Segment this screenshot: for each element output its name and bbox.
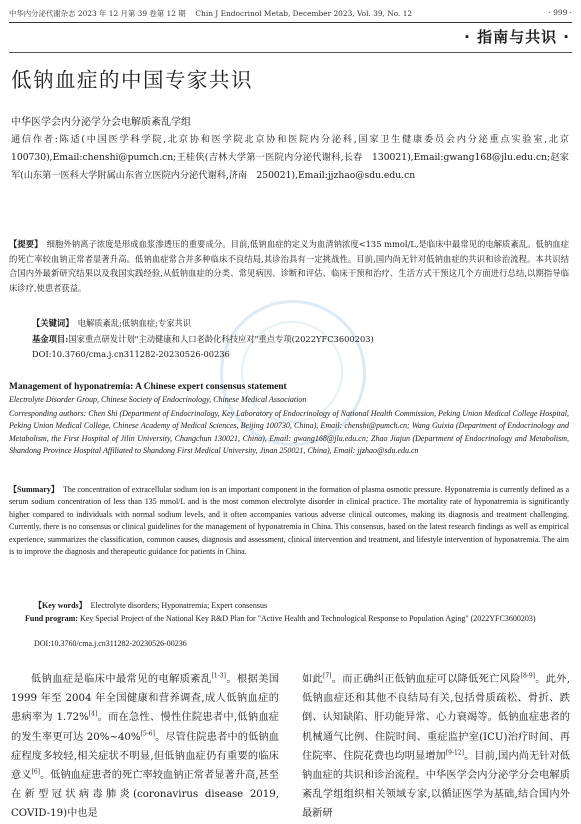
article-title: 低钠血症的中国专家共识 bbox=[11, 68, 253, 92]
citation-ref[interactable]: [5-6] bbox=[140, 730, 155, 738]
body-column-left bbox=[11, 670, 279, 824]
body-text: 。此外,低钠血症还和其他不良结局有关,包括骨质疏松、骨折、跌倒、认知缺陷、肝功能异常、心力衰竭等。低钠血症患者的机械通气比例、住院时间、重症监护室(ICU)治疗时间、再住院率、住院花费也均明显增加 bbox=[302, 674, 571, 762]
fund-cn-text: 国家重点研发计划"主动健康和人口老龄化科技应对"重点专项(2022YFC3600203) bbox=[68, 334, 374, 344]
english-fund bbox=[9, 613, 569, 625]
english-correspondence: Corresponding authors: Chen Shi (Department of Endocrinology, Key Laboratory of Endocrinology of National Health Commission, Peking Union Medical College Hospital, Peking Union Medical College, Chinese Academy of Medical Sciences, Beijing 100730, China), Email: chenshi@pumch.cn; Wang Guixia (Department of Endocrinology and Metabolism, the First Hospital of Jilin University, Changchun 130021, China), Email: gwang168@jlu.edu.cn; Zhao Jiajun (Department of Endocrinology and Metabolism, Shandong Province Hospital Affiliated to Shandong First Medical University, Jinan 250021, China), Email: jjzhao@sdu.edu.cn bbox=[9, 409, 569, 456]
citation-ref[interactable]: [7] bbox=[322, 672, 332, 680]
keywords-cn-text: 电解质紊乱;低钠血症;专家共识 bbox=[77, 318, 192, 328]
correspondence-cn: 通信作者:陈适(中国医学科学院,北京协和医学院北京协和医院内分泌科,国家卫生健康委员会内分泌重点实验室,北京 100730),Email:chenshi@pumch.cn;王桂侠(吉林大学第一医院内分泌代谢科,长春 130021),Email:gwang168@jlu.edu.cn;赵家军(山东第一医科大学附属山东省立医院内分泌代谢科,济南 250021),Email:jjzhao@sdu.edu.cn bbox=[11, 134, 579, 181]
citation-ref[interactable]: [4] bbox=[88, 711, 98, 719]
body-text: 。目前,国内尚无针对低钠血症的共识和诊治流程。中华医学会内分泌学分会电解质紊乱学组组织相关领域专家,以循证医学为基础,结合国内外最新研 bbox=[302, 750, 570, 820]
body-text: 。低钠血症患者的死亡率较血钠正常者显著升高,甚至在新型冠状病毒肺炎(coronavirus disease 2019, COVID-19)中也是 bbox=[11, 770, 279, 820]
abstract-cn-label: 【提要】 bbox=[9, 239, 39, 249]
citation-ref[interactable]: [9-12] bbox=[445, 749, 464, 757]
body-text: 。而正确纠正低钠血症可以降低死亡风险 bbox=[331, 674, 521, 685]
header-rule bbox=[9, 22, 572, 23]
english-keywords bbox=[34, 600, 267, 611]
abstract-cn bbox=[9, 237, 569, 295]
key-words-text: Electrolyte disorders; Hyponatremia; Expert consensus bbox=[90, 601, 268, 610]
keywords-cn bbox=[32, 317, 191, 329]
section-rule bbox=[9, 52, 572, 53]
body-text: 如此 bbox=[302, 674, 323, 685]
body-column-right bbox=[302, 670, 570, 824]
section-tag: · 指南与共识 · bbox=[464, 28, 570, 46]
summary-text: The concentration of extracellular sodium ion is an important component in the formation of plasma osmotic pressure. Hyponatremia is currently defined as a serum sodium concentration of less than 135 mmol/L and is the most common electrolyte disorder in clinical practice. The mortality rate of hyponatremia is significantly higher compared to individuals with normal sodium levels, and it often accompanies various adverse clinical outcomes, making its diagnosis and treatment challenging. Currently, there is no consensus or clinical guidelines for the management of hyponatremia in China. This consensus, based on the latest research findings as well as empirical experience, summarizes the classification, common causes, diagnosis and assessment, clinical intervention and treatment, and lifestyle intervention of hyponatremia. The aim is to improve the diagnosis and therapeutic guidance for patients in China. bbox=[9, 485, 570, 557]
body-text: 低钠血症是临床中最常见的电解质紊乱 bbox=[31, 674, 212, 685]
citation-ref[interactable]: [1-3] bbox=[211, 672, 226, 680]
english-title: Management of hyponatremia: A Chinese expert consensus statement bbox=[9, 382, 287, 392]
body-text: 。尽管住院患者中的低钠血症程度多较轻,相关症状不明显,但低钠血症仍有重要的临床意义 bbox=[11, 731, 280, 782]
summary-label: 【Summary】 bbox=[9, 485, 55, 494]
english-doi[interactable]: DOI:10.3760/cma.j.cn311282-20230526-00236 bbox=[34, 639, 187, 648]
doi-cn[interactable]: DOI:10.3760/cma.j.cn311282-20230526-00236 bbox=[32, 349, 230, 359]
keywords-cn-label: 【关键词】 bbox=[32, 318, 70, 328]
authors: 中华医学会内分泌学分会电解质紊乱学组 bbox=[11, 117, 191, 128]
running-head bbox=[9, 8, 572, 20]
page-number: · 999 · bbox=[548, 8, 572, 17]
body-text: 。而在急性、慢性住院患者中,低钠血症的发生率更可达 20%~40% bbox=[11, 712, 279, 743]
fund-label: Fund program: bbox=[25, 614, 78, 623]
key-words-label: 【Key words】 bbox=[34, 601, 83, 610]
fund-cn bbox=[32, 333, 374, 345]
body-text: 。根据美国 1999 年至 2004 年全国健康和营养调查,成人低钠血症的患病率为 1.72% bbox=[11, 674, 280, 724]
abstract-cn-text: 细胞外钠离子浓度是形成血浆渗透压的重要成分。目前,低钠血症的定义为血清钠浓度<135 mmol/L,是临床中最常见的电解质紊乱。低钠血症的死亡率较血钠正常者显著升高。低钠血症常合并多种临床不良结局,其诊治具有一定挑战性。目前,国内尚无针对低钠血症的共识和诊治流程。本共识结合国内外最新研究结果以及我国实践经验,从低钠血症的分类、常见病因、诊断和评估、临床干预和治疗、生活方式干预这几个方面进行总结,以期指导临床诊疗,使患者获益。 bbox=[9, 239, 569, 293]
fund-text: Key Special Project of the National Key R&D Plan for "Active Health and Technological Response to Population Aging" (2022YFC3600203) bbox=[79, 614, 536, 623]
citation-ref[interactable]: [8-9] bbox=[520, 672, 535, 680]
english-summary bbox=[9, 484, 569, 558]
fund-cn-label: 基金项目: bbox=[32, 334, 69, 344]
journal-citation: 中华内分泌代谢杂志 2023 年 12 月第 39 卷第 12 期 Chin J Endocrinol Metab, December 2023, Vol. 39, No. 12 bbox=[9, 9, 413, 18]
citation-ref[interactable]: [6] bbox=[31, 768, 40, 776]
english-group: Electrolyte Disorder Group, Chinese Society of Endocrinology, Chinese Medical Association bbox=[9, 395, 307, 404]
